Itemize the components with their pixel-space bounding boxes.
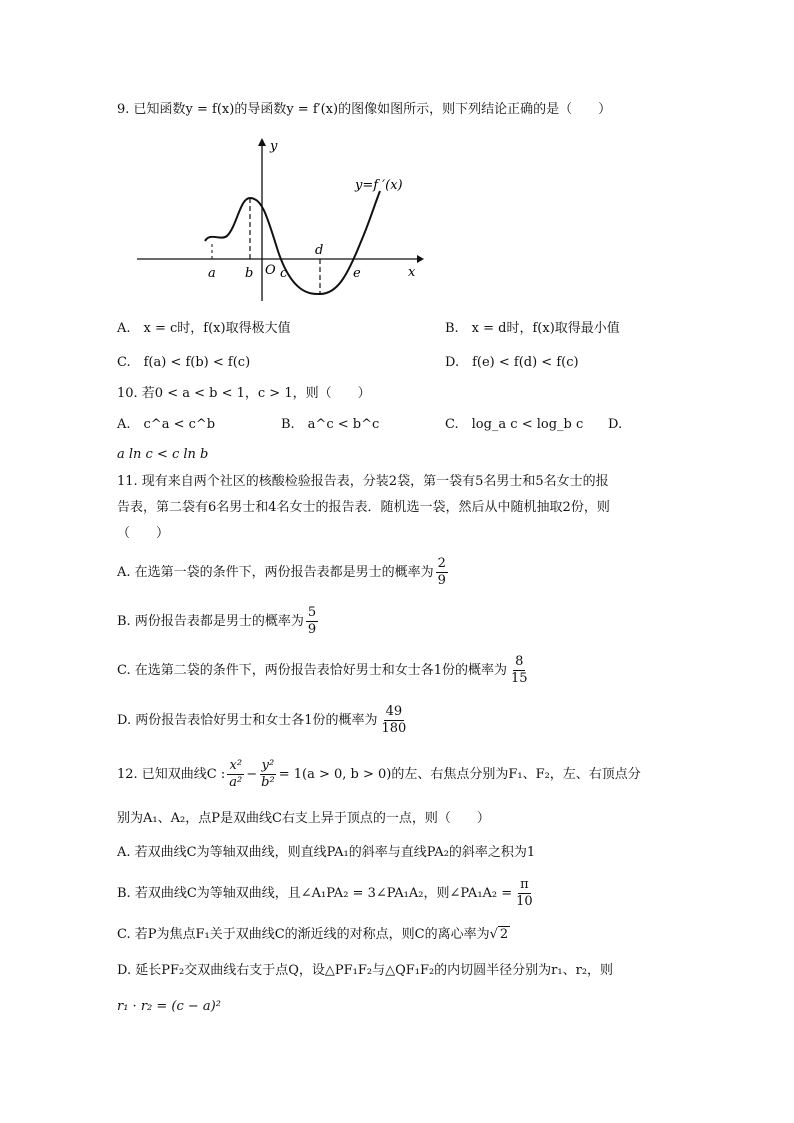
q10-stem: 10. 若0 < a < b < 1，c > 1，则（ ）	[117, 386, 371, 401]
q12-stem-pre: 12. 已知双曲线C :	[117, 767, 226, 782]
q9-option-c[interactable]: C. f(a) < f(b) < f(c)	[117, 355, 251, 370]
q12-option-c[interactable]	[117, 926, 510, 944]
q11-c-fraction	[509, 654, 530, 687]
q9-option-d[interactable]: D. f(e) < f(d) < f(c)	[445, 355, 579, 370]
q11-a-num: 2	[437, 556, 446, 571]
q11-option-b[interactable]	[117, 604, 320, 640]
point-O: O	[265, 263, 276, 278]
q11-a-fraction	[436, 556, 448, 589]
q12-frac-x: $\frac{\text{x²}}{\text{a²}}$	[229, 758, 243, 790]
q11-d-fraction	[380, 704, 409, 737]
q12-c-text: C. 若P为焦点F₁关于双曲线C的渐近线的对称点，则C的离心率为	[117, 927, 490, 942]
point-a: a	[208, 266, 216, 281]
q10-option-b[interactable]: B. a^c < b^c	[281, 417, 380, 432]
q9-option-b[interactable]: B. x = d时，f(x)取得最小值	[445, 321, 620, 336]
q11-c-den: 15	[511, 671, 528, 686]
q12-option-b[interactable]	[117, 876, 537, 912]
x-axis-label: x	[408, 265, 416, 280]
q12-c-sqrt: √ 2	[489, 927, 509, 942]
q12-frac-y: $\frac{\text{y²}}{\text{b²}}$	[261, 758, 275, 790]
point-e: e	[353, 266, 361, 281]
q11-d-den: 180	[381, 721, 407, 736]
q11-b-den: 9	[307, 622, 317, 637]
y-axis-label: y	[270, 139, 278, 154]
q11-stem-line3: （ ）	[117, 526, 170, 541]
q11-c-text: C. 在选第二袋的条件下，两份报告表恰好男士和女士各1份的概率为	[117, 663, 508, 678]
curve-label: y=f ′(x)	[355, 178, 403, 193]
q11-stem-line2: 告表，第二袋有6名男士和4名女士的报告表．随机选一袋，然后从中随机抽取2份，则	[117, 500, 610, 515]
q12-b-den: 10	[516, 894, 533, 909]
point-c: c	[280, 266, 288, 281]
q11-b-fraction	[306, 605, 318, 638]
q12-b-num: π	[520, 877, 529, 892]
q12-b-text: B. 若双曲线C为等轴双曲线，且∠A₁PA₂ = 3∠PA₁A₂，则∠PA₁A₂ =	[117, 886, 513, 901]
q9-option-a[interactable]: A. x = c时，f(x)取得极大值	[117, 321, 291, 336]
q12-stem-line2: 别为A₁、A₂，点P是双曲线C右支上异于顶点的一点，则（ ）	[117, 811, 490, 826]
q10-option-c[interactable]: C. log_a c < log_b c	[445, 417, 584, 432]
q10-option-d[interactable]: D.	[608, 417, 623, 432]
q12-stem-post: 的左、右焦点分别为F₁、F₂，左、右顶点分	[391, 767, 641, 782]
q12-equation-tail: = 1(a > 0, b > 0)	[278, 767, 392, 782]
q11-d-num: 49	[385, 704, 403, 719]
point-b: b	[245, 266, 254, 281]
q11-a-text: A. 在选第一袋的条件下，两份报告表都是男士的概率为	[117, 565, 434, 580]
q11-b-num: 5	[307, 605, 317, 620]
q11-a-den: 9	[437, 573, 446, 588]
q11-option-d[interactable]	[117, 703, 410, 739]
q11-b-text: B. 两份报告表都是男士的概率为	[117, 614, 304, 629]
point-d: d	[315, 243, 324, 258]
q9-stem: 9. 已知函数y = f(x)的导函数y = f′(x)的图像如图所示，则下列结论正确的是（ ）	[117, 102, 612, 117]
q12-option-d[interactable]: D. 延长PF₂交双曲线右支于点Q，设△PF₁F₂与△QF₁F₂的内切圆半径分别为r₁、r₂，则	[117, 963, 614, 978]
q12-b-fraction	[514, 877, 535, 910]
q11-option-a[interactable]	[117, 555, 450, 591]
q12-option-a[interactable]: A. 若双曲线C为等轴双曲线，则直线PA₁的斜率与直线PA₂的斜率之积为1	[117, 845, 536, 860]
derivative-graph	[132, 136, 432, 316]
q10-option-a[interactable]: A. c^a < c^b	[117, 417, 216, 432]
q12-option-d-cont: r₁ · r₂ = (c − a)²	[117, 999, 221, 1014]
q11-c-num: 8	[515, 654, 524, 669]
q10-option-d-content: a ln c < c ln b	[117, 447, 209, 462]
q11-stem-line1: 11. 现有来自两个社区的核酸检验报告表，分装2袋，第一袋有5名男士和5名女士的报	[117, 474, 609, 489]
q11-option-c[interactable]	[117, 653, 532, 689]
q12-c-radicand: 2	[499, 927, 509, 942]
q11-d-text: D. 两份报告表恰好男士和女士各1份的概率为	[117, 713, 378, 728]
q12-stem-line1: 12. 已知双曲线C : $\frac{\text{x²}}{\text{a²}}$ − $\frac{\text{y²}}{\text{b²}}$ = 1(a > 0, b > 0)的左、右焦点分别为F₁、F₂，左、右顶点分	[117, 758, 641, 790]
